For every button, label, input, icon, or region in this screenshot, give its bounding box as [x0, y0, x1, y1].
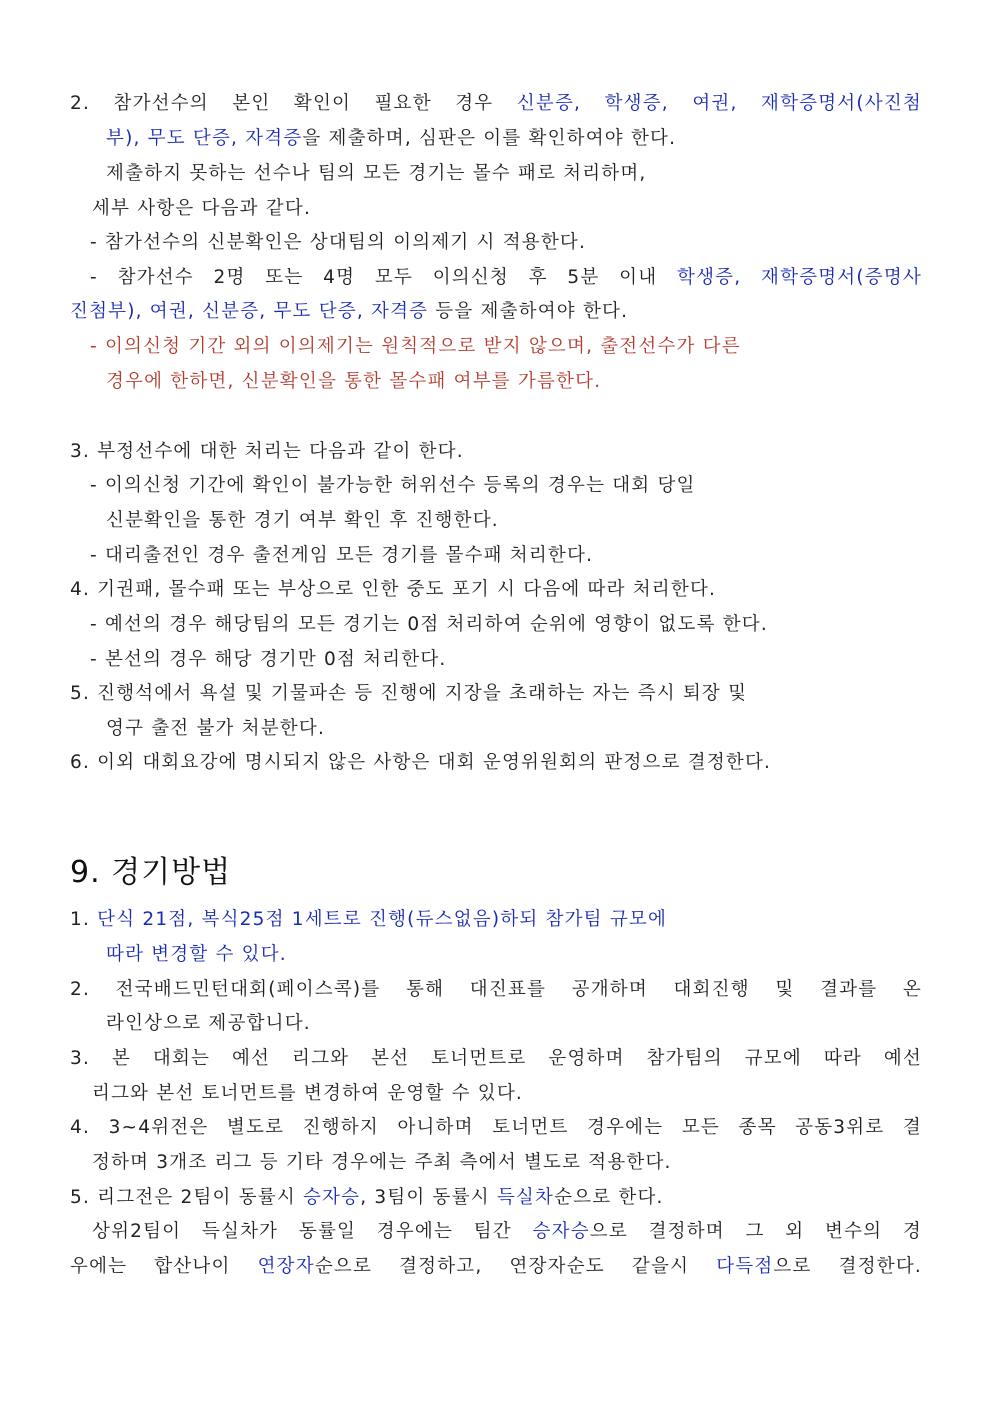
method-3-line-2: 리그와 본선 토너먼트를 변경하여 운영할 수 있다.	[92, 1083, 523, 1104]
rule-3-line-1: 3. 부정선수에 대한 처리는 다음과 같이 한다.	[70, 441, 464, 462]
rule-3-item-2: - 대리출전인 경우 출전게임 모든 경기를 몰수패 처리한다.	[90, 545, 594, 566]
rule-2-item-2-cont	[70, 297, 922, 327]
rule-2-item-2	[70, 263, 922, 293]
rule-4-item-2: - 본선의 경우 해당 경기만 0점 처리한다.	[90, 649, 447, 670]
method-5-line-3	[70, 1252, 922, 1282]
tiebreak-highlight: 득실차	[496, 1187, 555, 1208]
rule-2-text: 등을 제출하여야 한다.	[428, 301, 629, 322]
tiebreak-highlight: 승자승	[532, 1221, 590, 1242]
method-5-line-2	[70, 1217, 922, 1247]
rule-2-item-3: - 이의신청 기간 외의 이의제기는 원칙적으로 받지 않으며, 출전선수가 다른	[90, 336, 741, 357]
tiebreak-highlight: 다득점	[716, 1256, 774, 1277]
id-documents-highlight: 진첨부), 여권, 신분증, 무도 단증, 자격증	[70, 301, 429, 322]
method-5-text: 순으로 결정하고, 연장자순도 같을시	[314, 1256, 717, 1277]
rule-2-line-2	[70, 124, 922, 154]
rule-6-line-1: 6. 이외 대회요강에 명시되지 않은 사항은 대회 운영위원회의 판정으로 결정한다.	[70, 752, 772, 773]
method-5-text: 으로 결정한다.	[773, 1256, 922, 1277]
method-5-text: , 3팀이 동률시	[360, 1187, 497, 1208]
method-4-line-1: 4. 3~4위전은 별도로 진행하지 아니하며 토너먼트 경우에는 모든 종목 공동3위로 결	[70, 1117, 922, 1138]
id-documents-highlight: 부), 무도 단증, 자격증	[106, 128, 303, 149]
method-5-text: 으로 결정하며 그 외 변수의 경	[589, 1221, 922, 1242]
method-2-line-2: 라인상으로 제공합니다.	[106, 1013, 311, 1034]
method-3-line-1: 3. 본 대회는 예선 리그와 본선 토너먼트로 운영하며 참가팀의 규모에 따라 예선	[70, 1048, 922, 1069]
method-4-line-2: 정하며 3개조 리그 등 기타 경우에는 주최 측에서 별도로 적용한다.	[92, 1152, 672, 1173]
rule-3-item-1-cont: 신분확인을 통한 경기 여부 확인 후 진행한다.	[106, 510, 499, 531]
method-5-text: 우에는 합산나이	[70, 1256, 258, 1277]
section-heading: 9. 경기방법	[70, 855, 232, 890]
rule-5-line-1: 5. 진행석에서 욕설 및 기물파손 등 진행에 지장을 초래하는 자는 즉시 퇴장 및	[70, 683, 748, 704]
rule-2-line-3: 제출하지 못하는 선수나 팀의 모든 경기는 몰수 패로 처리하며,	[106, 163, 647, 184]
rule-3-item-1: - 이의신청 기간에 확인이 불가능한 허위선수 등록의 경우는 대회 당일	[90, 475, 696, 496]
rule-2-line-4: 세부 사항은 다음과 같다.	[92, 198, 312, 219]
rule-2-text: 2. 참가선수의 본인 확인이 필요한 경우	[70, 93, 517, 114]
method-1-line-2: 따라 변경할 수 있다.	[106, 944, 287, 965]
method-2-line-1: 2. 전국배드민턴대회(페이스콕)를 통해 대진표를 공개하며 대회진행 및 결과를 온	[70, 979, 922, 1000]
id-documents-highlight: 학생증, 재학증명서(증명사	[677, 267, 922, 288]
rule-2-text: 을 제출하며, 심판은 이를 확인하여야 한다.	[302, 128, 677, 149]
method-5-line-1	[70, 1183, 922, 1213]
rule-2-line-1	[70, 89, 922, 119]
id-documents-highlight: 신분증, 학생증, 여권, 재학증명서(사진첨	[516, 93, 922, 114]
rule-4-line-1: 4. 기권패, 몰수패 또는 부상으로 인한 중도 포기 시 다음에 따라 처리한다.	[70, 579, 717, 600]
rule-2-item-1: - 참가선수의 신분확인은 상대팀의 이의제기 시 적용한다.	[90, 232, 587, 253]
method-1-highlight: 단식 21점, 복식25점 1세트로 진행(듀스없음)하되 참가팀 규모에	[97, 909, 668, 930]
tiebreak-highlight: 승자승	[302, 1187, 361, 1208]
rule-2-text: - 참가선수 2명 또는 4명 모두 이의신청 후 5분 이내	[90, 267, 678, 288]
method-5-text: 상위2팀이 득실차가 동률일 경우에는 팀간	[92, 1221, 533, 1242]
method-1-line-1	[70, 905, 922, 935]
method-5-text: 순으로 한다.	[554, 1187, 664, 1208]
method-5-text: 5. 리그전은 2팀이 동률시	[70, 1187, 303, 1208]
method-1-number: 1.	[70, 909, 98, 930]
rule-4-item-1: - 예선의 경우 해당팀의 모든 경기는 0점 처리하여 순위에 영향이 없도록 한다.	[90, 614, 768, 635]
rule-5-line-2: 영구 출전 불가 처분한다.	[106, 718, 326, 739]
rule-2-item-3-cont: 경우에 한하면, 신분확인을 통한 몰수패 여부를 가름한다.	[106, 371, 602, 392]
tiebreak-highlight: 연장자	[257, 1256, 315, 1277]
